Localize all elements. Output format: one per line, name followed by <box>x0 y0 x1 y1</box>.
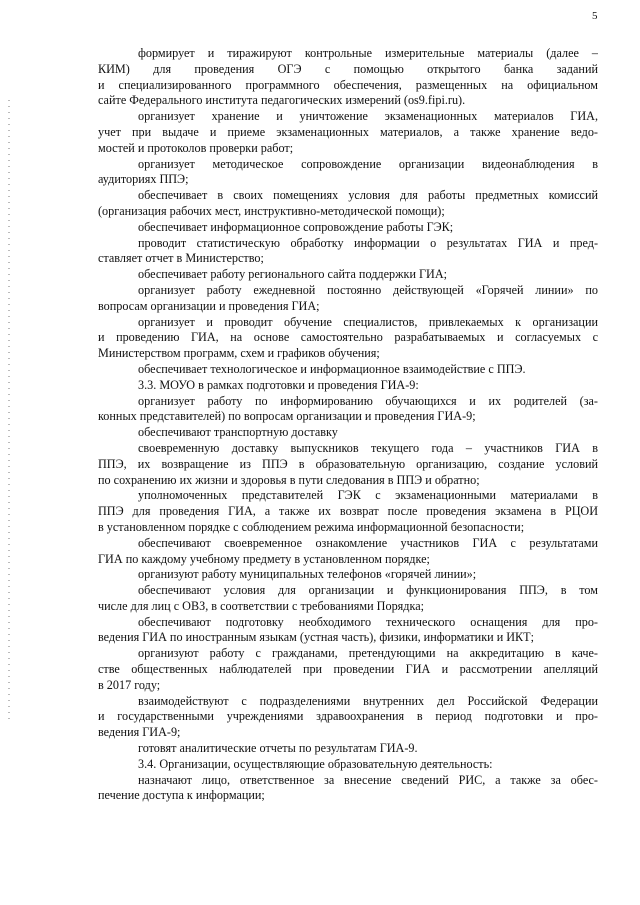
text-line: организуют работу с гражданами, претендующими на аккредитацию в каче- <box>138 646 598 661</box>
text-line: по сохранению их жизни и здоровья в пути следования в ППЭ и обратно; <box>98 472 480 487</box>
text-line: в 2017 году; <box>98 677 161 692</box>
text-line: своевременную доставку выпускников текущего года – участников ГИА в <box>138 440 598 455</box>
text-line: формирует и тиражируют контрольные измерительные материалы (далее – <box>138 46 598 60</box>
text-line: ставляет отчет в Министерство; <box>98 251 264 266</box>
text-line: и проведению ГИА, на основе самостоятельно разрабатываемых и согласуемых с <box>98 330 598 345</box>
text-line: аудиториях ППЭ; <box>98 172 189 187</box>
text-line: обеспечивают подготовку необходимого технического оснащения для про- <box>138 614 598 629</box>
text-line: ведения ГИА по иностранным языкам (устная часть), физики, информатики и ИКТ; <box>98 630 535 645</box>
text-line: печение доступа к информации; <box>98 788 265 803</box>
text-line: и специализированного программного обеспечения, размещенных на официальном <box>98 77 598 92</box>
text-line: готовят аналитические отчеты по результатам ГИА-9. <box>138 741 418 756</box>
text-line: обеспечивает в своих помещениях условия для работы предметных комиссий <box>138 188 598 203</box>
text-line: мостей и протоколов проверки работ; <box>98 140 294 155</box>
text-line: организует хранение и уничтожение экзаменационных материалов ГИА, <box>138 109 598 124</box>
text-line: уполномоченных представителей ГЭК с экзаменационными материалами в <box>138 488 598 503</box>
text-line: в установленном порядке с соблюдением режима информационной безопасности; <box>98 519 525 534</box>
text-line: организует работу по информированию обучающихся и их родителей (за- <box>138 393 598 408</box>
page-number: 5 <box>592 10 598 22</box>
text-line: обеспечивают условия для организации и функционирования ППЭ, в том <box>138 583 598 598</box>
text-line: организует и проводит обучение специалистов, привлекаемых к организации <box>138 314 598 329</box>
text-line: организует методическое сопровождение организации видеонаблюдения в <box>138 156 598 171</box>
text-line: проводит статистическую обработку информации о результатах ГИА и пред- <box>138 235 598 250</box>
text-line: конных представителей) по вопросам организации и проведения ГИА-9; <box>98 409 476 424</box>
text-line: организуют работу муниципальных телефонов «горячей линии»; <box>138 567 477 582</box>
text-line: Министерством программ, схем и графиков обучения; <box>98 346 380 361</box>
text-line: назначают лицо, ответственное за внесение сведений РИС, а также за обес- <box>138 772 598 787</box>
text-line: ГИА по каждому учебному предмету в установленном порядке; <box>98 551 430 566</box>
text-line: (организация рабочих мест, инструктивно-методической помощи); <box>98 203 445 218</box>
margin-scan-marks <box>8 100 10 720</box>
text-line: взаимодействуют с подразделениями внутренних дел Российской Федерации <box>138 693 598 708</box>
text-line: обеспечивает работу регионального сайта поддержки ГИА; <box>138 267 448 282</box>
text-line: ППЭ, их возвращение из ППЭ в образовательную организацию, создание условий <box>98 456 598 471</box>
text-line: числе для лиц с ОВЗ, в соответствии с требованиями Порядка; <box>98 598 424 613</box>
text-line: обеспечивают транспортную доставку <box>138 425 338 440</box>
text-line: ведения ГИА-9; <box>98 725 181 740</box>
text-line: 3.3. МОУО в рамках подготовки и проведения ГИА-9: <box>138 377 419 392</box>
text-line: сайте Федерального института педагогических измерений (os9.fipi.ru). <box>98 93 466 108</box>
text-line: стве общественных наблюдателей при проведении ГИА и рассмотрении апелляций <box>98 662 598 677</box>
text-line: ППЭ для проведения ГИА, а также их возврат после проведения экзамена в РЦОИ <box>98 504 598 519</box>
text-line: обеспечивают своевременное ознакомление участников ГИА с результатами <box>138 535 598 550</box>
text-line: обеспечивает информационное сопровождение работы ГЭК; <box>138 219 454 234</box>
text-line: КИМ) для проведения ОГЭ с помощью открытого банка заданий <box>98 61 598 76</box>
text-line: 3.4. Организации, осуществляющие образовательную деятельность: <box>138 756 493 771</box>
text-line: вопросам организации и проведения ГИА; <box>98 298 320 313</box>
text-line: обеспечивает технологическое и информационное взаимодействие с ППЭ. <box>138 361 526 376</box>
text-line: организует работу ежедневной постоянно действующей «Горячей линии» по <box>138 282 598 297</box>
text-line: и государственными учреждениями здравоохранения в период подготовки и про- <box>98 709 598 724</box>
text-line: учет при выдаче и приеме экзаменационных материалов, а также хранение ведо- <box>98 124 598 139</box>
document-body <box>98 46 598 804</box>
